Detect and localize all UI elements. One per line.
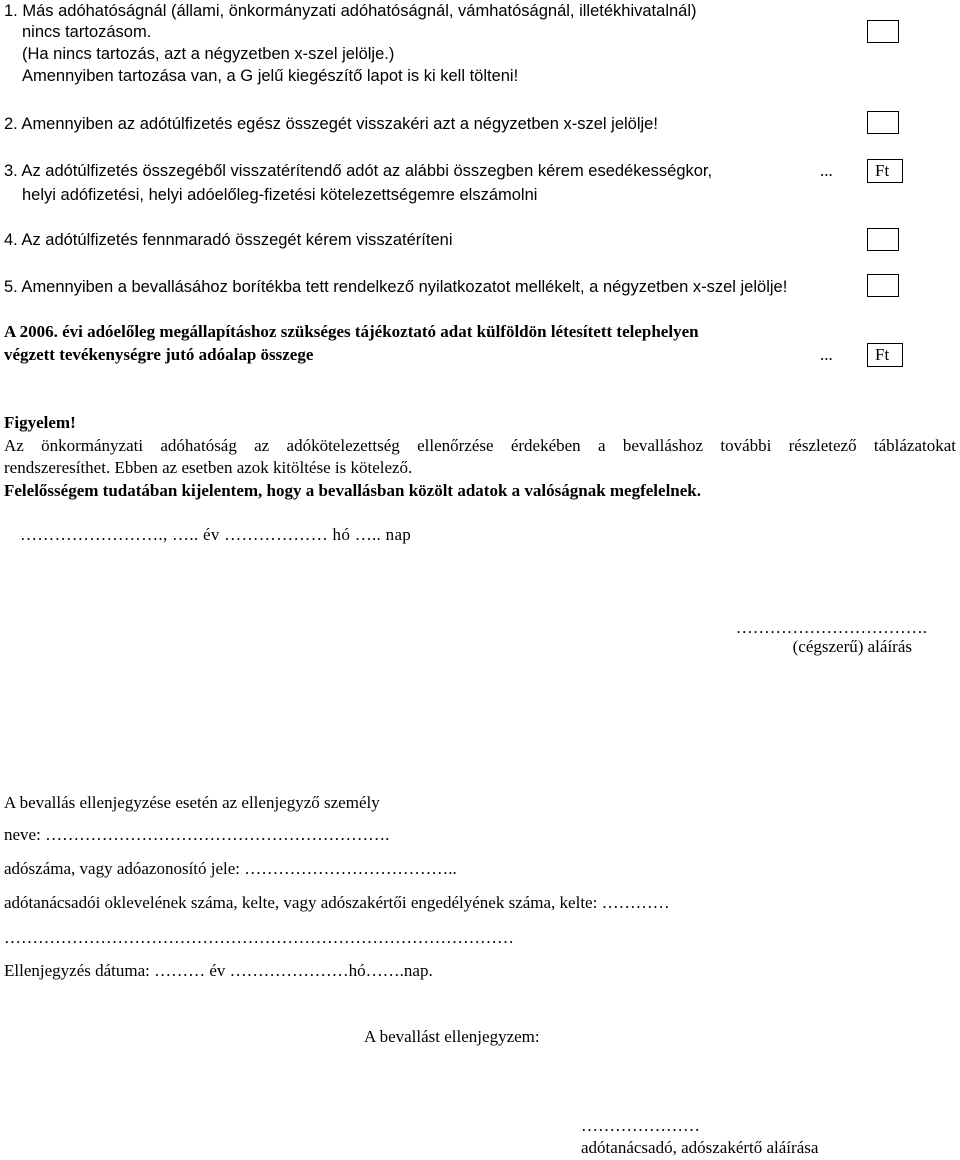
countersigner-tax-id[interactable]: adószáma, vagy adóazonosító jele: ……………………………….. bbox=[4, 859, 457, 878]
countersigner-certificate-cont[interactable]: ……………………………………………………………………………… bbox=[4, 928, 514, 947]
item-4-text: 4. Az adótúlfizetés fennmaradó összegét kérem visszatéríteni bbox=[4, 231, 453, 249]
estimate-ft-box: Ft bbox=[867, 343, 903, 367]
countersigner-signature-dots: ………………… bbox=[581, 1116, 700, 1135]
countersigner-name[interactable]: neve: ……………………………………………………. bbox=[4, 825, 390, 844]
item-3-line-2: helyi adófizetési, helyi adóelőleg-fizetési kötelezettségemre elszámolni bbox=[22, 186, 538, 204]
remaining-refund-checkbox[interactable] bbox=[867, 228, 899, 251]
item-1-line-1: 1. Más adóhatóságnál (állami, önkormányzati adóhatóságnál, vámhatóságnál, illetékhivatalnál) bbox=[4, 2, 697, 20]
item-1-line-4: Amennyiben tartozása van, a G jelű kiegészítő lapot is ki kell tölteni! bbox=[22, 67, 519, 85]
countersigner-signature-label: adótanácsadó, adószakértő aláírása bbox=[581, 1138, 819, 1157]
signature-label: (cégszerű) aláírás bbox=[792, 637, 912, 656]
declaration: Felelősségem tudatában kijelentem, hogy a bevallásban közölt adatok a valóságnak megfelelnek. bbox=[4, 481, 702, 500]
date-line[interactable]: ……………………., ….. év ……………… hó ….. nap bbox=[20, 525, 412, 544]
notice-title: Figyelem! bbox=[4, 413, 76, 432]
item-3-ft-box: Ft bbox=[867, 159, 903, 183]
notice-line-1: Az önkormányzati adóhatóság az adókötelezettség ellenőrzése érdekében a bevalláshoz további részletező táblázatokat bbox=[4, 436, 956, 455]
item-1-line-2: nincs tartozásom. bbox=[22, 23, 152, 41]
notice-line-2: rendszeresíthet. Ebben az esetben azok kitöltése is kötelező. bbox=[4, 458, 413, 477]
item-5-text: 5. Amennyiben a bevallásához borítékba tett rendelkező nyilatkozatot mellékelt, a négyzetben x-szel jelölje! bbox=[4, 278, 788, 296]
estimate-line-1: A 2006. évi adóelőleg megállapításhoz szükséges tájékoztató adat külföldön létesített telephelyen bbox=[4, 322, 699, 341]
countersigner-certificate[interactable]: adótanácsadói oklevelének száma, kelte, vagy adószakértői engedélyének száma, kelte: ………… bbox=[4, 893, 670, 912]
no-debt-checkbox[interactable] bbox=[867, 20, 899, 43]
estimate-amount-dots[interactable]: ... bbox=[820, 345, 833, 364]
item-3-amount-dots[interactable]: ... bbox=[820, 161, 833, 180]
countersign-heading: A bevallás ellenjegyzése esetén az ellenjegyző személy bbox=[4, 793, 380, 812]
signature-dots: ……………………………. bbox=[735, 618, 927, 637]
full-refund-checkbox[interactable] bbox=[867, 111, 899, 134]
enclosed-statement-checkbox[interactable] bbox=[867, 274, 899, 297]
item-1-line-3: (Ha nincs tartozás, azt a négyzetben x-szel jelölje.) bbox=[22, 45, 395, 63]
item-3-line-1: 3. Az adótúlfizetés összegéből visszatérítendő adót az alábbi összegben kérem esedékességkor, bbox=[4, 162, 713, 180]
estimate-line-2: végzett tevékenységre jutó adóalap összege bbox=[4, 345, 314, 364]
countersign-date[interactable]: Ellenjegyzés dátuma: ……… év …………………hó…….nap. bbox=[4, 961, 433, 980]
item-2-text: 2. Amennyiben az adótúlfizetés egész összegét visszakéri azt a négyzetben x-szel jelölje! bbox=[4, 115, 658, 133]
countersign-statement: A bevallást ellenjegyzem: bbox=[364, 1027, 540, 1046]
